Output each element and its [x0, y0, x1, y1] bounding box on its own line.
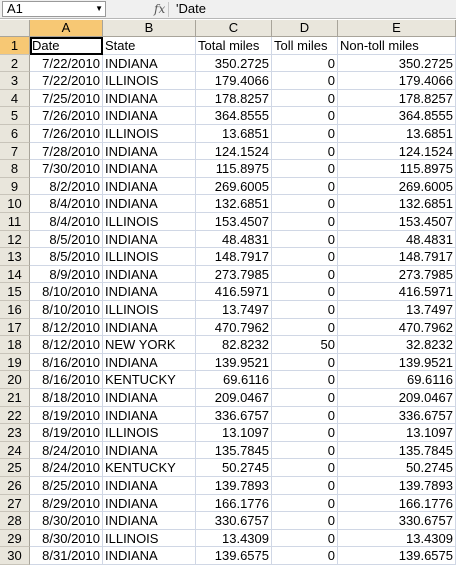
row-header[interactable]: 2: [0, 55, 30, 73]
table-cell[interactable]: 8/12/2010: [30, 319, 103, 337]
table-cell[interactable]: 0: [272, 125, 338, 143]
column-header-e[interactable]: E: [338, 20, 456, 37]
table-cell[interactable]: 8/9/2010: [30, 266, 103, 284]
table-cell[interactable]: ILLINOIS: [103, 530, 196, 548]
table-cell[interactable]: 13.4309: [338, 530, 456, 548]
column-title-cell[interactable]: Total miles: [196, 37, 272, 55]
function-icon[interactable]: fx: [154, 2, 166, 16]
table-cell[interactable]: 0: [272, 530, 338, 548]
table-cell[interactable]: 8/5/2010: [30, 231, 103, 249]
table-cell[interactable]: 7/22/2010: [30, 72, 103, 90]
table-cell[interactable]: 0: [272, 143, 338, 161]
table-cell[interactable]: 0: [272, 107, 338, 125]
table-cell[interactable]: 153.4507: [196, 213, 272, 231]
table-cell[interactable]: 139.9521: [338, 354, 456, 372]
table-cell[interactable]: 0: [272, 72, 338, 90]
row-header[interactable]: 5: [0, 107, 30, 125]
table-cell[interactable]: INDIANA: [103, 389, 196, 407]
table-cell[interactable]: 8/30/2010: [30, 530, 103, 548]
table-cell[interactable]: INDIANA: [103, 90, 196, 108]
row-header[interactable]: 19: [0, 354, 30, 372]
table-cell[interactable]: 209.0467: [196, 389, 272, 407]
table-cell[interactable]: INDIANA: [103, 495, 196, 513]
table-cell[interactable]: 0: [272, 371, 338, 389]
table-cell[interactable]: 8/19/2010: [30, 424, 103, 442]
table-cell[interactable]: INDIANA: [103, 283, 196, 301]
table-cell[interactable]: 0: [272, 477, 338, 495]
table-cell[interactable]: 336.6757: [338, 407, 456, 425]
table-cell[interactable]: 135.7845: [338, 442, 456, 460]
table-cell[interactable]: 273.7985: [338, 266, 456, 284]
table-cell[interactable]: 13.4309: [196, 530, 272, 548]
table-cell[interactable]: 179.4066: [338, 72, 456, 90]
column-header-c[interactable]: C: [196, 20, 272, 37]
row-header[interactable]: 18: [0, 336, 30, 354]
row-header[interactable]: 20: [0, 371, 30, 389]
chevron-down-icon[interactable]: ▼: [95, 4, 103, 13]
table-cell[interactable]: 330.6757: [338, 512, 456, 530]
table-cell[interactable]: 8/4/2010: [30, 195, 103, 213]
table-cell[interactable]: 0: [272, 266, 338, 284]
table-cell[interactable]: 178.8257: [338, 90, 456, 108]
table-cell[interactable]: 470.7962: [196, 319, 272, 337]
table-cell[interactable]: 50.2745: [338, 459, 456, 477]
table-cell[interactable]: 8/10/2010: [30, 283, 103, 301]
table-cell[interactable]: 8/31/2010: [30, 547, 103, 565]
table-cell[interactable]: 69.6116: [196, 371, 272, 389]
table-cell[interactable]: 48.4831: [196, 231, 272, 249]
table-cell[interactable]: 132.6851: [338, 195, 456, 213]
table-cell[interactable]: 470.7962: [338, 319, 456, 337]
table-cell[interactable]: INDIANA: [103, 547, 196, 565]
table-cell[interactable]: 0: [272, 442, 338, 460]
table-cell[interactable]: ILLINOIS: [103, 301, 196, 319]
table-cell[interactable]: INDIANA: [103, 319, 196, 337]
table-cell[interactable]: 139.6575: [338, 547, 456, 565]
column-title-cell[interactable]: State: [103, 37, 196, 55]
table-cell[interactable]: 115.8975: [196, 160, 272, 178]
table-cell[interactable]: 124.1524: [338, 143, 456, 161]
formula-bar: [0, 0, 456, 19]
row-header[interactable]: 25: [0, 459, 30, 477]
table-cell[interactable]: 7/26/2010: [30, 125, 103, 143]
table-cell[interactable]: 273.7985: [196, 266, 272, 284]
table-cell[interactable]: 139.7893: [196, 477, 272, 495]
table-cell[interactable]: 13.7497: [196, 301, 272, 319]
table-cell[interactable]: 0: [272, 301, 338, 319]
table-cell[interactable]: 166.1776: [338, 495, 456, 513]
column-title-cell[interactable]: Non-toll miles: [338, 37, 456, 55]
table-cell[interactable]: 148.7917: [338, 248, 456, 266]
row-header[interactable]: 16: [0, 301, 30, 319]
table-cell[interactable]: 0: [272, 319, 338, 337]
column-title-cell[interactable]: Date: [30, 37, 103, 55]
table-cell[interactable]: 132.6851: [196, 195, 272, 213]
table-cell[interactable]: 0: [272, 389, 338, 407]
select-all-corner[interactable]: [0, 20, 30, 37]
table-cell[interactable]: 0: [272, 178, 338, 196]
row-header[interactable]: 13: [0, 248, 30, 266]
row-header[interactable]: 22: [0, 407, 30, 425]
table-cell[interactable]: 8/5/2010: [30, 248, 103, 266]
table-cell[interactable]: 8/16/2010: [30, 371, 103, 389]
table-cell[interactable]: 8/29/2010: [30, 495, 103, 513]
table-cell[interactable]: 269.6005: [338, 178, 456, 196]
table-cell[interactable]: 7/28/2010: [30, 143, 103, 161]
table-cell[interactable]: 0: [272, 195, 338, 213]
column-title-cell[interactable]: Toll miles: [272, 37, 338, 55]
table-cell[interactable]: 178.8257: [196, 90, 272, 108]
name-box-value: A1: [7, 1, 23, 16]
table-cell[interactable]: 8/24/2010: [30, 442, 103, 460]
table-cell[interactable]: 8/12/2010: [30, 336, 103, 354]
table-cell[interactable]: 153.4507: [338, 213, 456, 231]
name-box[interactable]: [2, 1, 106, 17]
row-header[interactable]: 8: [0, 160, 30, 178]
table-cell[interactable]: 139.9521: [196, 354, 272, 372]
row-header[interactable]: 1: [0, 37, 30, 55]
table-cell[interactable]: 82.8232: [196, 336, 272, 354]
table-cell[interactable]: ILLINOIS: [103, 213, 196, 231]
row-header[interactable]: 27: [0, 495, 30, 513]
table-cell[interactable]: ILLINOIS: [103, 248, 196, 266]
row-header[interactable]: 17: [0, 319, 30, 337]
table-cell[interactable]: INDIANA: [103, 143, 196, 161]
table-cell[interactable]: 8/24/2010: [30, 459, 103, 477]
table-cell[interactable]: 350.2725: [196, 55, 272, 73]
table-cell[interactable]: 7/26/2010: [30, 107, 103, 125]
column-header-a[interactable]: A: [30, 20, 103, 37]
table-cell[interactable]: KENTUCKY: [103, 371, 196, 389]
formula-input[interactable]: 'Date: [176, 1, 206, 16]
table-cell[interactable]: 32.8232: [338, 336, 456, 354]
table-cell[interactable]: 350.2725: [338, 55, 456, 73]
row-header[interactable]: 3: [0, 72, 30, 90]
table-cell[interactable]: 330.6757: [196, 512, 272, 530]
row-header[interactable]: 26: [0, 477, 30, 495]
table-cell[interactable]: 0: [272, 283, 338, 301]
table-cell[interactable]: 148.7917: [196, 248, 272, 266]
table-cell[interactable]: INDIANA: [103, 55, 196, 73]
table-cell[interactable]: 0: [272, 213, 338, 231]
table-cell[interactable]: 7/25/2010: [30, 90, 103, 108]
table-cell[interactable]: 0: [272, 547, 338, 565]
table-cell[interactable]: 8/30/2010: [30, 512, 103, 530]
table-cell[interactable]: 166.1776: [196, 495, 272, 513]
table-cell[interactable]: 209.0467: [338, 389, 456, 407]
table-cell[interactable]: 0: [272, 459, 338, 477]
table-cell[interactable]: INDIANA: [103, 512, 196, 530]
table-cell[interactable]: 0: [272, 90, 338, 108]
table-cell[interactable]: ILLINOIS: [103, 72, 196, 90]
table-cell[interactable]: 416.5971: [196, 283, 272, 301]
table-cell[interactable]: 13.7497: [338, 301, 456, 319]
row-header[interactable]: 29: [0, 530, 30, 548]
table-cell[interactable]: INDIANA: [103, 442, 196, 460]
row-header[interactable]: 6: [0, 125, 30, 143]
table-cell[interactable]: 13.6851: [338, 125, 456, 143]
column-header-b[interactable]: B: [103, 20, 196, 37]
row-header[interactable]: 14: [0, 266, 30, 284]
table-cell[interactable]: NEW YORK: [103, 336, 196, 354]
table-cell[interactable]: ILLINOIS: [103, 125, 196, 143]
table-cell[interactable]: 8/18/2010: [30, 389, 103, 407]
table-cell[interactable]: 124.1524: [196, 143, 272, 161]
table-cell[interactable]: 269.6005: [196, 178, 272, 196]
table-cell[interactable]: 50: [272, 336, 338, 354]
row-header[interactable]: 10: [0, 195, 30, 213]
table-cell[interactable]: INDIANA: [103, 266, 196, 284]
table-cell[interactable]: 139.7893: [338, 477, 456, 495]
table-cell[interactable]: 8/10/2010: [30, 301, 103, 319]
table-cell[interactable]: 0: [272, 55, 338, 73]
formula-divider: [168, 2, 169, 17]
table-cell[interactable]: 0: [272, 248, 338, 266]
row-header[interactable]: 9: [0, 178, 30, 196]
table-cell[interactable]: 0: [272, 407, 338, 425]
table-cell[interactable]: 7/30/2010: [30, 160, 103, 178]
table-cell[interactable]: 0: [272, 512, 338, 530]
table-cell[interactable]: 135.7845: [196, 442, 272, 460]
table-cell[interactable]: KENTUCKY: [103, 459, 196, 477]
table-cell[interactable]: 50.2745: [196, 459, 272, 477]
row-header[interactable]: 28: [0, 512, 30, 530]
table-cell[interactable]: 416.5971: [338, 283, 456, 301]
table-cell[interactable]: INDIANA: [103, 160, 196, 178]
table-cell[interactable]: INDIANA: [103, 477, 196, 495]
row-header[interactable]: 4: [0, 90, 30, 108]
table-cell[interactable]: 13.1097: [196, 424, 272, 442]
column-header-d[interactable]: D: [272, 20, 338, 37]
table-cell[interactable]: 0: [272, 160, 338, 178]
table-cell[interactable]: INDIANA: [103, 107, 196, 125]
table-cell[interactable]: 8/25/2010: [30, 477, 103, 495]
table-cell[interactable]: 13.6851: [196, 125, 272, 143]
row-header[interactable]: 21: [0, 389, 30, 407]
table-cell[interactable]: 0: [272, 354, 338, 372]
table-cell[interactable]: 115.8975: [338, 160, 456, 178]
table-cell[interactable]: 8/2/2010: [30, 178, 103, 196]
table-cell[interactable]: INDIANA: [103, 354, 196, 372]
table-cell[interactable]: INDIANA: [103, 231, 196, 249]
table-cell[interactable]: INDIANA: [103, 407, 196, 425]
row-header[interactable]: 11: [0, 213, 30, 231]
table-cell[interactable]: 336.6757: [196, 407, 272, 425]
row-header[interactable]: 30: [0, 547, 30, 565]
table-cell[interactable]: INDIANA: [103, 195, 196, 213]
table-cell[interactable]: ILLINOIS: [103, 424, 196, 442]
row-header[interactable]: 23: [0, 424, 30, 442]
table-cell[interactable]: INDIANA: [103, 178, 196, 196]
table-cell[interactable]: 8/4/2010: [30, 213, 103, 231]
table-cell[interactable]: 364.8555: [338, 107, 456, 125]
row-header[interactable]: 24: [0, 442, 30, 460]
table-cell[interactable]: 179.4066: [196, 72, 272, 90]
table-cell[interactable]: 8/19/2010: [30, 407, 103, 425]
row-header[interactable]: 15: [0, 283, 30, 301]
table-cell[interactable]: 48.4831: [338, 231, 456, 249]
table-cell[interactable]: 7/22/2010: [30, 55, 103, 73]
table-cell[interactable]: 8/16/2010: [30, 354, 103, 372]
table-cell[interactable]: 0: [272, 424, 338, 442]
row-header[interactable]: 12: [0, 231, 30, 249]
table-cell[interactable]: 139.6575: [196, 547, 272, 565]
table-cell[interactable]: 0: [272, 231, 338, 249]
table-cell[interactable]: 13.1097: [338, 424, 456, 442]
table-cell[interactable]: 0: [272, 495, 338, 513]
table-cell[interactable]: 69.6116: [338, 371, 456, 389]
table-cell[interactable]: 364.8555: [196, 107, 272, 125]
row-header[interactable]: 7: [0, 143, 30, 161]
